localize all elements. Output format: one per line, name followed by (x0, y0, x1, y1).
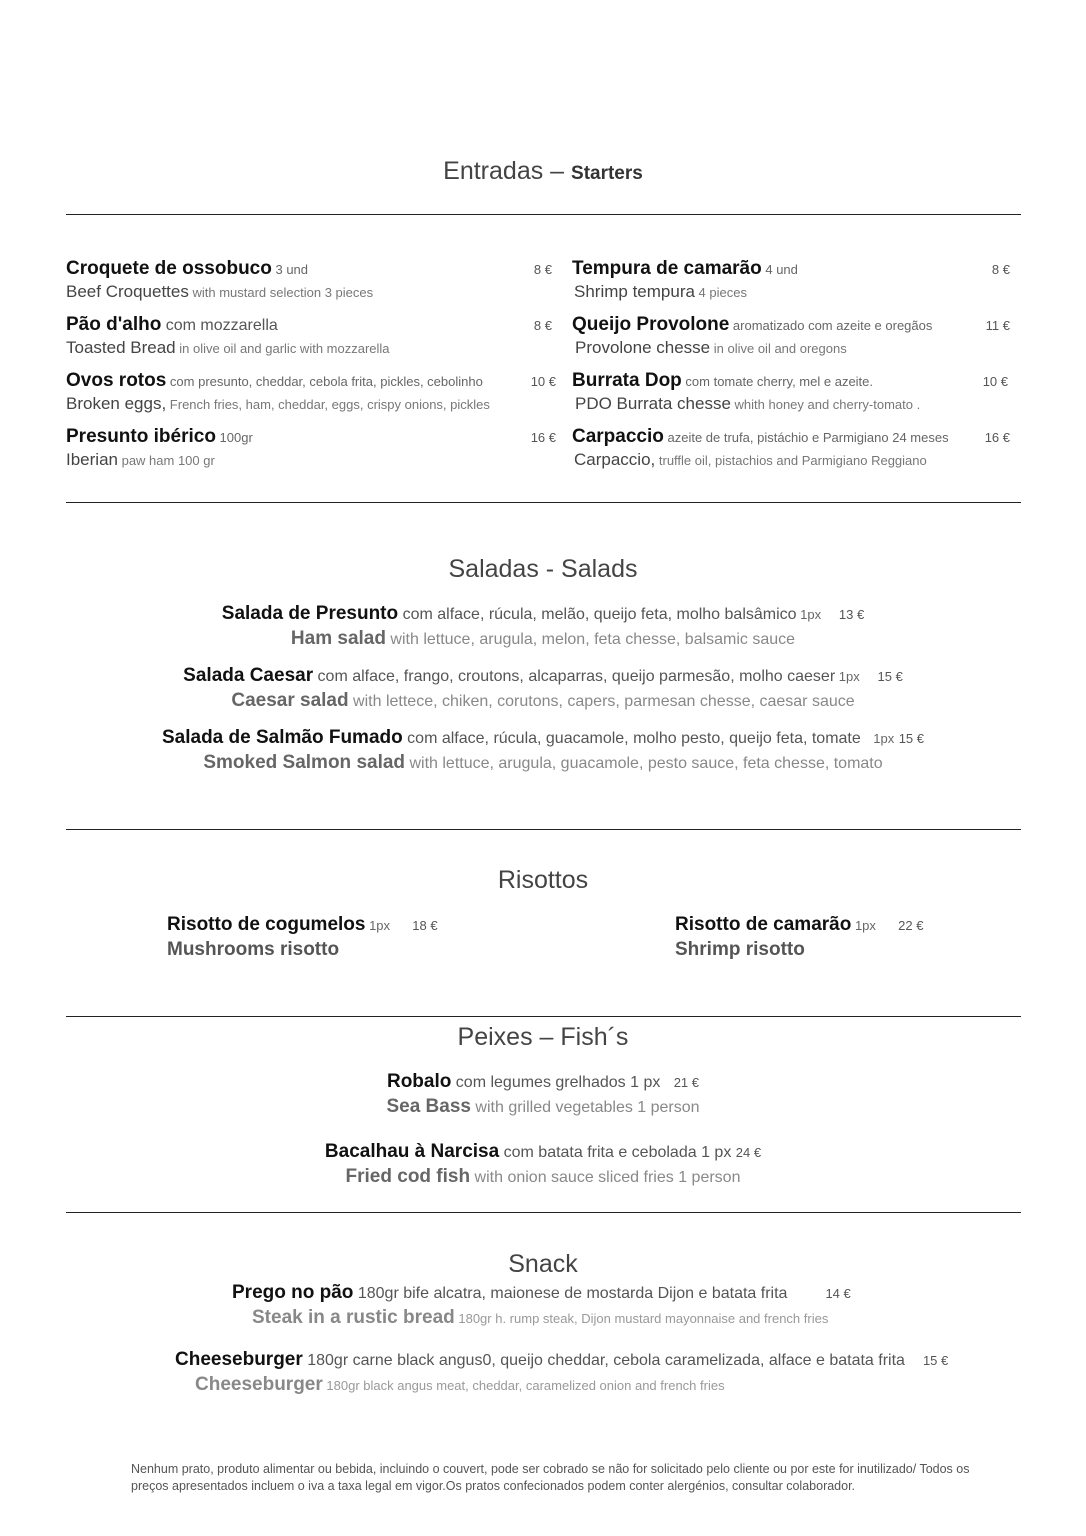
snack-item (232, 1281, 851, 1331)
menu-item (572, 426, 1012, 482)
item-desc: com alface, rúcula, guacamole, molho pesto, queijo feta, tomate (402, 730, 861, 747)
item-desc: azeite de trufa, pistáchio e Parmigiano 24 meses (663, 430, 949, 445)
item-price: 13 € (838, 607, 865, 622)
item-price: 8 € (533, 318, 552, 333)
item-name-en: Shrimp risotto (675, 939, 805, 960)
starters-left-column (66, 258, 556, 482)
item-desc-en: with lettuce, arugula, melon, feta chesse, balsamic sauce (385, 631, 796, 648)
item-name-en: Mushrooms risotto (167, 939, 340, 960)
item-name: Burrata Dop (572, 370, 682, 391)
item-name-en: Provolone chesse (575, 338, 711, 357)
item-name-en: Broken eggs, (66, 394, 167, 413)
item-name: Tempura de camarão (572, 258, 762, 279)
item-name: Salada de Salmão Fumado (161, 727, 403, 748)
item-name-en: Shrimp tempura (574, 282, 695, 301)
menu-item (66, 370, 556, 426)
item-name-en: Ham salad (290, 628, 386, 649)
item-name: Salada Caesar (183, 665, 314, 686)
item-price: 15 € (898, 731, 924, 746)
item-portion: 1px (365, 918, 391, 933)
item-name-en: Fried cod fish (345, 1166, 471, 1187)
item-price: 14 € (825, 1286, 851, 1301)
item-desc: com alface, frango, croutons, alcaparras, queijo parmesão, molho caeser (313, 668, 836, 685)
item-name: Risotto de camarão (675, 914, 852, 935)
item-desc-en: with lettece, chiken, corutons, capers, parmesan chesse, caesar sauce (348, 693, 855, 710)
item-price: 21 € (673, 1075, 700, 1090)
item-name: Queijo Provolone (572, 314, 730, 335)
item-name: Carpaccio (572, 426, 664, 447)
salad-item (0, 602, 1086, 652)
divider (66, 1212, 1021, 1213)
item-desc-en: 180gr black angus meat, cheddar, caramelized onion and french fries (322, 1378, 725, 1393)
item-name-en: Caesar salad (231, 690, 349, 711)
item-desc: aromatizado com azeite e oregãos (729, 318, 933, 333)
item-name: Prego no pão (232, 1282, 354, 1303)
item-price: 24 € (735, 1145, 762, 1160)
salads-section-title: Saladas - Salads (448, 555, 638, 583)
fish-section-title: Peixes – Fish´s (457, 1023, 629, 1051)
item-desc-en: in olive oil and garlic with mozzarella (175, 341, 390, 356)
divider (66, 214, 1021, 215)
item-price: 18 € (412, 918, 438, 933)
item-price: 10 € (530, 374, 556, 389)
fish-item (0, 1140, 1086, 1190)
item-desc: 180gr carne black angus0, queijo cheddar, cebola caramelizada, alface e batata frita (302, 1352, 905, 1369)
item-desc-en: 180gr h. rump steak, Dijon mustard mayonnaise and french fries (454, 1311, 829, 1326)
item-price: 15 € (877, 669, 903, 684)
starters-section-title: Entradas – Starters (443, 157, 643, 185)
menu-item (572, 314, 1012, 370)
footer-disclaimer: Nenhum prato, produto alimentar ou bebida, incluindo o couvert, pode ser cobrado se não for solicitado pelo cliente ou por este for inutilizado/ Todos os preços apresentados incluem o iva a taxa legal em vigor.Os pratos confecionados podem conter alergénios, consultar colaborador. (131, 1462, 970, 1493)
item-name: Bacalhau à Narcisa (324, 1141, 500, 1162)
item-portion: 1px (835, 669, 860, 684)
item-price: 16 € (984, 430, 1010, 445)
item-name-en: Smoked Salmon salad (203, 752, 406, 773)
menu-item (66, 258, 556, 314)
item-name-en: Beef Croquettes (66, 282, 189, 301)
item-desc-en: whith honey and cherry-tomato . (730, 397, 921, 412)
item-desc-en: in olive oil and oregons (710, 341, 847, 356)
menu-item (572, 370, 1012, 426)
item-name-en: Carpaccio, (574, 450, 656, 469)
item-desc-en: with grilled vegetables 1 person (470, 1099, 700, 1116)
item-price: 16 € (530, 430, 556, 445)
item-name: Risotto de cogumelos (167, 914, 366, 935)
item-price: 22 € (898, 918, 924, 933)
item-price: 11 € (985, 318, 1010, 333)
item-desc-en: with onion sauce sliced fries 1 person (470, 1169, 741, 1186)
item-name-en: Cheeseburger (195, 1374, 323, 1395)
snack-item (175, 1348, 948, 1398)
item-desc-en: 4 pieces (694, 285, 747, 300)
risottos-section-title: Risottos (497, 866, 589, 894)
item-name-en: Toasted Bread (66, 338, 176, 357)
item-desc: com batata frita e cebolada 1 px (499, 1144, 732, 1161)
item-portion: 1px (869, 731, 895, 746)
divider (66, 502, 1021, 503)
item-desc-en: paw ham 100 gr (117, 453, 215, 468)
item-portion: 1px (796, 607, 822, 622)
starters-title: Entradas (443, 157, 544, 185)
starters-subtitle: Starters (571, 163, 643, 184)
item-name-en: Steak in a rustic bread (252, 1307, 455, 1328)
item-desc: 100gr (215, 430, 253, 445)
item-desc-en: French fries, ham, cheddar, eggs, crispy onions, pickles (166, 397, 490, 412)
risotto-item (675, 913, 923, 963)
item-desc-en: with mustard selection 3 pieces (188, 285, 374, 300)
item-portion: 1px (851, 918, 876, 933)
menu-item (572, 258, 1012, 314)
item-name-en: Sea Bass (386, 1096, 471, 1117)
menu-item (66, 426, 556, 482)
item-desc: 4 und (761, 262, 798, 277)
item-desc: 180gr bife alcatra, maionese de mostarda Dijon e batata frita (353, 1285, 788, 1302)
item-name: Salada de Presunto (221, 603, 399, 624)
fish-item (0, 1070, 1086, 1120)
menu-item (66, 314, 556, 370)
item-desc: com legumes grelhados 1 px (451, 1074, 661, 1091)
item-price: 8 € (991, 262, 1010, 277)
salad-item (0, 726, 1086, 776)
item-price: 8 € (533, 262, 552, 277)
item-desc-en: truffle oil, pistachios and Parmigiano Reggiano (655, 453, 927, 468)
item-name-en: Iberian (66, 450, 118, 469)
item-desc: com presunto, cheddar, cebola frita, pickles, cebolinho (166, 374, 483, 389)
salad-item (0, 664, 1086, 714)
item-desc: 3 und (271, 262, 309, 277)
item-name: Cheeseburger (175, 1349, 303, 1370)
item-price: 15 € (922, 1353, 949, 1368)
item-name: Pão d'alho (66, 314, 162, 335)
risotto-item (167, 913, 438, 963)
item-desc: com mozzarella (161, 317, 278, 334)
item-desc: com alface, rúcula, melão, queijo feta, molho balsâmico (398, 606, 797, 623)
item-name-en: PDO Burrata chesse (575, 394, 731, 413)
item-desc-en: with lettuce, arugula, guacamole, pesto sauce, feta chesse, tomato (405, 755, 883, 772)
snack-section-title: Snack (508, 1250, 578, 1278)
divider (66, 1016, 1021, 1017)
item-name: Croquete de ossobuco (66, 258, 272, 279)
item-name: Robalo (386, 1071, 452, 1092)
starters-right-column (572, 258, 1012, 482)
divider (66, 829, 1021, 830)
item-name: Presunto ibérico (66, 426, 216, 447)
item-desc: com tomate cherry, mel e azeite. (681, 374, 874, 389)
item-price: 10 € (982, 374, 1008, 389)
item-name: Ovos rotos (66, 370, 167, 391)
